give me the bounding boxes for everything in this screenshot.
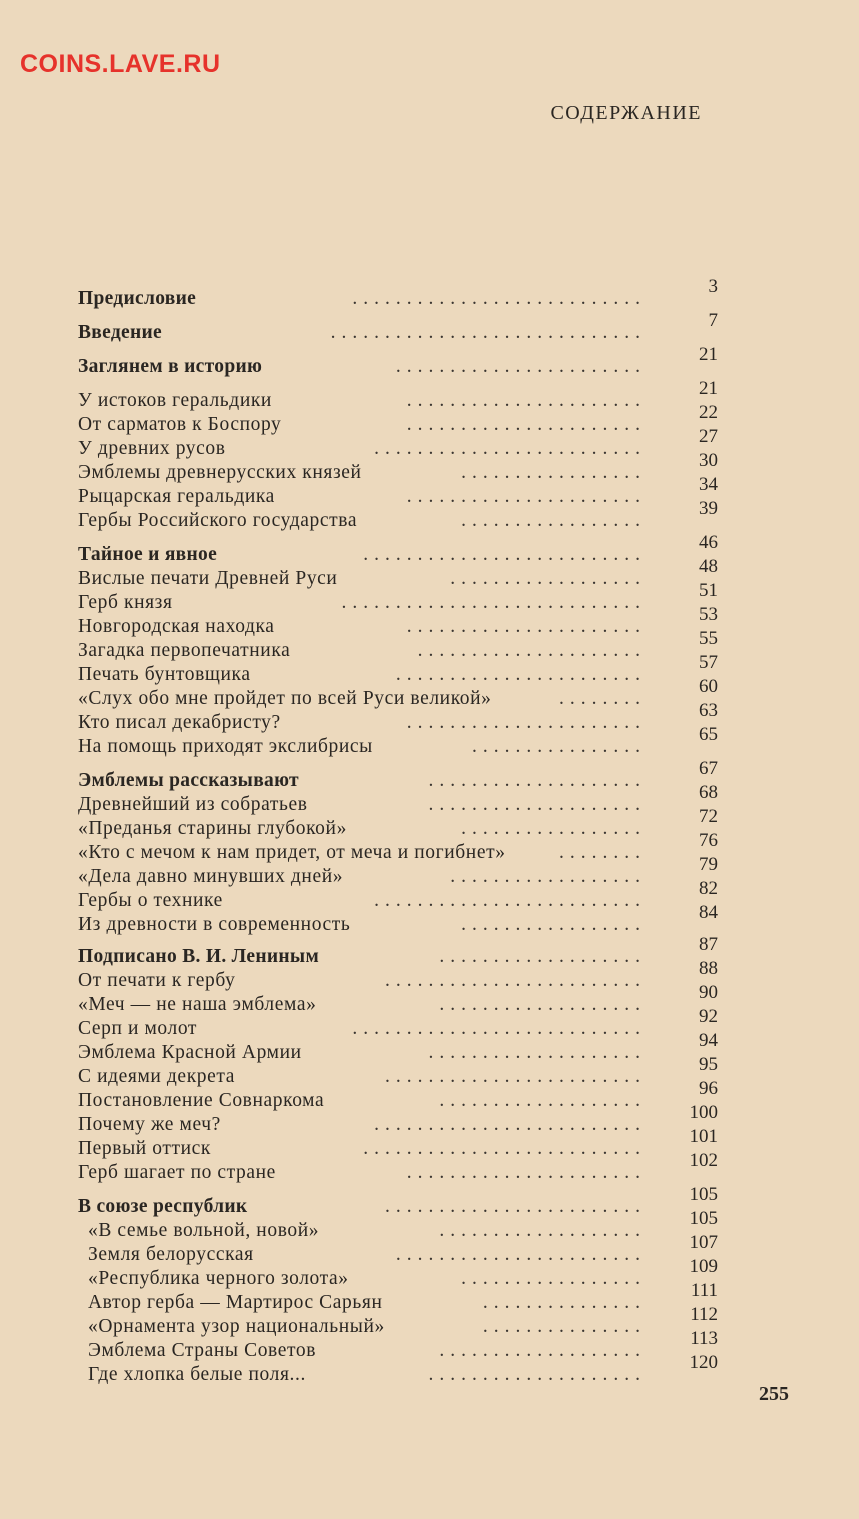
toc-entry-title: «Республика черного золота» [88, 1268, 349, 1289]
toc-entry-page: 101 [689, 1126, 718, 1147]
toc-entry [78, 1150, 718, 1186]
toc-entry-page: 39 [699, 498, 718, 519]
toc-entry-title: Герб шагает по стране [78, 1162, 276, 1183]
watermark: COINS.LAVE.RU [20, 50, 221, 78]
dot-leader: ................... [439, 1220, 646, 1241]
toc-entry [78, 628, 718, 664]
dot-leader: .................... [428, 794, 646, 815]
toc-entry-title: «Орнамента узор национальный» [88, 1316, 385, 1337]
toc-entry-page: 7 [708, 310, 718, 331]
toc-entry-page: 67 [699, 758, 718, 779]
toc-entry [78, 1054, 718, 1090]
toc-entry [78, 604, 718, 640]
dot-leader: ........................ [385, 970, 646, 991]
dot-leader: ................. [461, 462, 646, 483]
toc-entry-page: 3 [708, 276, 718, 297]
dot-leader: ........ [559, 688, 646, 709]
dot-leader: ............................ [341, 592, 646, 613]
toc-entry-title: Новгородская находка [78, 616, 275, 637]
toc-entry [78, 402, 718, 438]
dot-leader: ................... [439, 994, 646, 1015]
toc-entry-page: 79 [699, 854, 718, 875]
toc-entry-title: «Дела давно минувших дней» [78, 866, 344, 887]
dot-leader: ........................... [352, 288, 646, 309]
toc-entry-page: 105 [689, 1184, 718, 1205]
toc-entry-page: 53 [699, 604, 718, 625]
toc-entry [78, 310, 718, 346]
toc-entry-title: Гербы Российского государства [78, 510, 358, 531]
toc-entry-title: «В семье вольной, новой» [88, 1220, 320, 1241]
toc-entry-title: «Преданья старины глубокой» [78, 818, 347, 839]
toc-entry-title: Введение [78, 322, 162, 343]
toc-entry [78, 758, 718, 794]
dot-leader: ............................. [330, 322, 646, 343]
toc-entry-title: Загадка первопечатника [78, 640, 291, 661]
toc-entry-page: 30 [699, 450, 718, 471]
dot-leader: .......................... [363, 1138, 646, 1159]
toc-entry [78, 724, 718, 760]
dot-leader: ...................... [406, 390, 646, 411]
toc-entry-page: 92 [699, 1006, 718, 1027]
toc-entry-page: 88 [699, 958, 718, 979]
toc-entry-title: Эмблемы рассказывают [78, 770, 299, 791]
toc-entry [78, 378, 718, 414]
toc-entry-page: 96 [699, 1078, 718, 1099]
dot-leader: ...................... [406, 414, 646, 435]
toc-entry-title: Заглянем в историю [78, 356, 263, 377]
toc-entry-page: 111 [690, 1280, 718, 1301]
dot-leader: ........................... [352, 1018, 646, 1039]
toc-entry-page: 120 [689, 1352, 718, 1373]
dot-leader: ................. [461, 914, 646, 935]
toc-entry [78, 1256, 718, 1292]
toc-entry-page: 112 [690, 1304, 718, 1325]
toc-entry [78, 782, 718, 818]
toc-entry-page: 51 [699, 580, 718, 601]
toc-entry [78, 580, 718, 616]
toc-entry [78, 676, 718, 712]
toc-entry [78, 1328, 718, 1364]
toc-entry-page: 95 [699, 1054, 718, 1075]
dot-leader: ................... [439, 946, 646, 967]
toc-entry [78, 426, 718, 462]
toc-entry-title: У древних русов [78, 438, 226, 459]
dot-leader: ....................... [395, 664, 646, 685]
dot-leader: ....................... [395, 356, 646, 377]
toc-entry-page: 113 [690, 1328, 718, 1349]
toc-entry [78, 1184, 718, 1220]
toc-entry [78, 652, 718, 688]
toc-entry-title: Печать бунтовщика [78, 664, 251, 685]
toc-entry [78, 498, 718, 534]
toc-entry-title: Эмблемы древнерусских князей [78, 462, 362, 483]
toc-entry [78, 532, 718, 568]
toc-entry-title: Вислые печати Древней Руси [78, 568, 338, 589]
toc-entry [78, 1006, 718, 1042]
dot-leader: ................. [461, 818, 646, 839]
toc-entry-title: Серп и молот [78, 1018, 198, 1039]
toc-entry-title: Кто писал декабристу? [78, 712, 281, 733]
toc-entry [78, 1030, 718, 1066]
dot-leader: ...................... [406, 712, 646, 733]
dot-leader: ...................... [406, 486, 646, 507]
dot-leader: ...................... [406, 1162, 646, 1183]
toc-entry-page: 68 [699, 782, 718, 803]
toc-entry-page: 22 [699, 402, 718, 423]
toc-entry-title: Из древности в современность [78, 914, 351, 935]
toc-entry-title: В союзе республик [78, 1196, 248, 1217]
toc-entry-title: От печати к гербу [78, 970, 236, 991]
toc-entry [78, 1280, 718, 1316]
toc-entry [78, 450, 718, 486]
toc-entry-page: 90 [699, 982, 718, 1003]
toc-entry [78, 1352, 718, 1388]
toc-entry [78, 344, 718, 380]
toc-entry [78, 1126, 718, 1162]
dot-leader: .................... [428, 1042, 646, 1063]
dot-leader: .................. [450, 568, 646, 589]
toc-entry [78, 1304, 718, 1340]
dot-leader: ........................ [385, 1196, 646, 1217]
toc-entry-page: 21 [699, 344, 718, 365]
toc-entry-title: Герб князя [78, 592, 173, 613]
toc-entry [78, 934, 718, 970]
toc-entry-title: Почему же меч? [78, 1114, 221, 1135]
toc-entry-page: 48 [699, 556, 718, 577]
toc-entry-page: 87 [699, 934, 718, 955]
toc-entry-title: «Слух обо мне пройдет по всей Руси великой» [78, 688, 492, 709]
dot-leader: ................... [439, 1090, 646, 1111]
toc-entry-page: 82 [699, 878, 718, 899]
dot-leader: ........................ [385, 1066, 646, 1087]
toc-entry [78, 982, 718, 1018]
dot-leader: ................... [439, 1340, 646, 1361]
toc-entry [78, 902, 718, 938]
toc-entry-title: Древнейший из собратьев [78, 794, 308, 815]
toc-entry-title: Гербы о технике [78, 890, 223, 911]
toc-entry [78, 474, 718, 510]
dot-leader: .................... [428, 770, 646, 791]
toc-entry-page: 60 [699, 676, 718, 697]
toc-entry-page: 57 [699, 652, 718, 673]
dot-leader: ..................... [417, 640, 646, 661]
toc-entry-page: 107 [689, 1232, 718, 1253]
toc-entry [78, 878, 718, 914]
dot-leader: ........ [559, 842, 646, 863]
dot-leader: ................ [472, 736, 646, 757]
dot-leader: .................. [450, 866, 646, 887]
toc-entry [78, 830, 718, 866]
dot-leader: ................. [461, 1268, 646, 1289]
toc-entry-title: Подписано В. И. Лениным [78, 946, 320, 967]
dot-leader: ............... [482, 1316, 646, 1337]
toc-entry [78, 700, 718, 736]
toc-entry-title: От сарматов к Боспору [78, 414, 282, 435]
toc-entry-title: «Меч — не наша эмблема» [78, 994, 317, 1015]
page-number: 255 [759, 1383, 789, 1405]
toc-entry-title: С идеями декрета [78, 1066, 235, 1087]
toc-entry-page: 46 [699, 532, 718, 553]
toc-entry [78, 556, 718, 592]
toc-entry [78, 806, 718, 842]
toc-entry [78, 1078, 718, 1114]
toc-entry-page: 65 [699, 724, 718, 745]
page-title: СОДЕРЖАНИЕ [550, 102, 702, 124]
toc-entry [78, 1102, 718, 1138]
toc-entry-page: 55 [699, 628, 718, 649]
dot-leader: ............... [482, 1292, 646, 1313]
toc-entry-page: 105 [689, 1208, 718, 1229]
dot-leader: ......................... [374, 1114, 646, 1135]
toc-entry [78, 1232, 718, 1268]
toc-entry-page: 21 [699, 378, 718, 399]
toc-entry-title: На помощь приходят экслибрисы [78, 736, 373, 757]
toc-entry [78, 276, 718, 312]
toc-entry [78, 1208, 718, 1244]
dot-leader: ................. [461, 510, 646, 531]
toc-entry-page: 102 [689, 1150, 718, 1171]
toc-entry-page: 34 [699, 474, 718, 495]
toc-entry-page: 94 [699, 1030, 718, 1051]
toc-entry [78, 958, 718, 994]
toc-entry-page: 84 [699, 902, 718, 923]
toc-entry-page: 109 [689, 1256, 718, 1277]
toc-entry-title: Тайное и явное [78, 544, 218, 565]
toc-entry-title: Где хлопка белые поля... [88, 1364, 306, 1385]
toc-entry [78, 854, 718, 890]
toc-entry-page: 63 [699, 700, 718, 721]
toc-entry-title: Эмблема Красной Армии [78, 1042, 302, 1063]
dot-leader: ......................... [374, 438, 646, 459]
dot-leader: ....................... [395, 1244, 646, 1265]
toc-entry-title: Постановление Совнаркома [78, 1090, 325, 1111]
toc-entry-page: 100 [689, 1102, 718, 1123]
toc-entry-title: Предисловие [78, 288, 197, 309]
dot-leader: .......................... [363, 544, 646, 565]
dot-leader: ......................... [374, 890, 646, 911]
toc-entry-title: Эмблема Страны Советов [88, 1340, 317, 1361]
toc-entry-title: «Кто с мечом к нам придет, от меча и погибнет» [78, 842, 506, 863]
toc-entry-page: 72 [699, 806, 718, 827]
toc-entry-page: 27 [699, 426, 718, 447]
dot-leader: .................... [428, 1364, 646, 1385]
toc-entry-title: Автор герба — Мартирос Сарьян [88, 1292, 383, 1313]
toc-entry-title: У истоков геральдики [78, 390, 272, 411]
toc-entry-title: Рыцарская геральдика [78, 486, 275, 507]
toc-entry-page: 76 [699, 830, 718, 851]
toc-entry-title: Земля белорусская [88, 1244, 254, 1265]
dot-leader: ...................... [406, 616, 646, 637]
toc-entry-title: Первый оттиск [78, 1138, 212, 1159]
